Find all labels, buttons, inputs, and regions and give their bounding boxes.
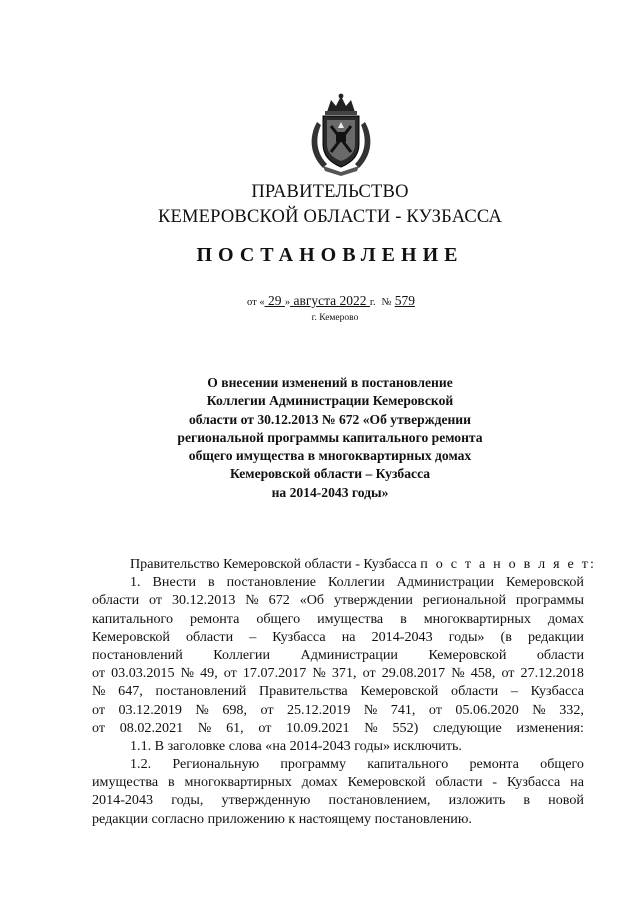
intro-decree: п о с т а н о в л я е т:	[420, 556, 597, 572]
word: от	[258, 719, 272, 736]
body-line	[92, 701, 584, 719]
heading-line: региональной программы капитального ремонта	[177, 429, 483, 445]
word: Коллегии	[213, 646, 271, 663]
body-line	[92, 719, 584, 737]
word: многоквартирных	[184, 774, 292, 791]
word: области	[451, 683, 499, 700]
heading-line: на 2014-2043 годы»	[271, 484, 389, 500]
word: от	[223, 665, 237, 682]
word: №	[364, 719, 378, 736]
word: постановлений	[92, 646, 183, 663]
word: №	[363, 701, 378, 718]
word: изменения:	[516, 719, 584, 736]
word: –	[510, 683, 518, 700]
document-number: 579	[394, 293, 415, 308]
word: утверждении	[334, 592, 413, 609]
heading-line: Коллегии Администрации Кемеровской	[206, 393, 454, 409]
word: Кемеровской	[92, 628, 170, 645]
word: общего	[256, 610, 301, 627]
word: Кемеровской	[428, 646, 507, 663]
word: Кузбасса	[506, 774, 561, 791]
document-type-title: ПОСТАНОВЛЕНИЕ	[196, 244, 464, 266]
word: от	[501, 665, 515, 682]
word: на	[570, 774, 584, 791]
word: 371,	[331, 665, 357, 682]
word: №	[195, 701, 209, 718]
word: 332,	[559, 701, 584, 718]
word: на	[341, 628, 356, 645]
word: Региональную	[172, 756, 260, 773]
word: годы,	[171, 792, 204, 809]
word: 05.06.2020	[455, 701, 519, 718]
word: Кузбасса	[272, 628, 326, 645]
word: Кузбасса	[530, 683, 584, 700]
word: изложить	[448, 792, 506, 809]
word: 17.07.2017	[242, 665, 307, 682]
word: имущества	[317, 610, 384, 627]
body-line	[92, 664, 584, 682]
word: №	[197, 719, 212, 736]
word: капитального	[92, 610, 174, 627]
word: Администрации	[300, 646, 398, 663]
word: области	[186, 628, 234, 645]
word: от	[260, 701, 274, 718]
coat-of-arms-emblem	[305, 92, 377, 176]
word: 03.03.2015	[111, 665, 175, 682]
body-line	[92, 773, 584, 791]
word: 49,	[200, 665, 218, 682]
word: утвержденную	[221, 792, 311, 809]
word: №	[245, 592, 259, 609]
org-name-line1: ПРАВИТЕЛЬСТВО	[251, 182, 409, 202]
word: №	[312, 665, 326, 682]
date-month-year: августа 2022	[293, 293, 367, 308]
word: 698,	[222, 701, 247, 718]
word: домах	[301, 774, 338, 791]
word: 30.12.2013	[171, 592, 236, 609]
org-name-line2: КЕМЕРОВСКОЙ ОБЛАСТИ - КУЗБАССА	[157, 207, 503, 227]
word: (в	[500, 628, 512, 645]
word: 458,	[470, 665, 496, 682]
word: ремонта	[469, 756, 519, 773]
word: 1.	[130, 574, 141, 591]
word: общего	[540, 756, 584, 773]
body-line	[92, 646, 584, 664]
word: программу	[280, 756, 346, 773]
word: новой	[548, 792, 584, 809]
body-line: 1.1. В заголовке слова «на 2014-2043 годы» исключить.	[130, 737, 462, 754]
word: в	[523, 792, 531, 809]
word: 647,	[118, 683, 143, 700]
intro-text: Правительство Кемеровской области - Кузбасса	[130, 556, 417, 572]
word: от	[149, 592, 163, 609]
document-date-line	[247, 293, 415, 309]
word: многоквартирных	[423, 610, 531, 627]
document-body	[92, 555, 597, 828]
date-prefix: от «	[247, 297, 265, 308]
word: редакции	[527, 628, 584, 645]
body-line	[92, 591, 584, 609]
word: Кемеровской	[360, 683, 439, 700]
word: программы	[515, 592, 584, 609]
body-intro	[92, 555, 597, 573]
word: постановление	[226, 574, 317, 591]
document-city: г. Кемерово	[311, 313, 359, 323]
word: Правительства	[259, 683, 348, 700]
word: годы»	[448, 628, 485, 645]
date-mid: »	[284, 297, 291, 308]
word: 61,	[226, 719, 244, 736]
body-line: редакции согласно приложению к настоящему постановлению.	[92, 810, 472, 827]
word: 672	[268, 592, 290, 609]
body-line	[92, 791, 584, 809]
body-line	[130, 755, 584, 773]
word: Кемеровской	[347, 774, 426, 791]
word: №	[92, 683, 106, 700]
word: постановлением,	[328, 792, 431, 809]
word: 08.02.2021	[119, 719, 184, 736]
heading-line: Кемеровской области – Кузбасса	[229, 466, 431, 482]
word: от	[92, 701, 106, 718]
word: от	[362, 665, 376, 682]
heading-line: О внесении изменений в постановление	[207, 375, 453, 390]
body-line	[92, 628, 584, 646]
word: от	[92, 719, 106, 736]
word: №	[451, 665, 465, 682]
body-line	[92, 682, 584, 700]
word: области	[92, 592, 140, 609]
word: «Об	[299, 592, 325, 609]
word: домах	[547, 610, 584, 627]
word: от	[428, 701, 442, 718]
word: Внести	[152, 574, 197, 591]
word: следующие	[433, 719, 502, 736]
word: имущества	[92, 774, 159, 791]
word: -	[492, 774, 498, 791]
word: 552)	[392, 719, 419, 736]
body-line	[130, 573, 584, 591]
word: Коллегии	[327, 574, 385, 591]
word: в	[207, 574, 215, 591]
date-suffix: г.	[369, 297, 376, 308]
body-line	[92, 610, 584, 628]
word: ремонта	[189, 610, 240, 627]
word: Администрации	[396, 574, 495, 591]
word: постановлений	[155, 683, 247, 700]
date-day: 29	[267, 293, 282, 308]
heading-line: общего имущества в многоквартирных домах	[188, 448, 472, 464]
word: области	[435, 774, 483, 791]
word: 29.08.2017	[381, 665, 446, 682]
word: 10.09.2021	[286, 719, 350, 736]
word: 2014-2043	[371, 628, 433, 645]
word: 2014-2043	[92, 792, 154, 809]
word: №	[180, 665, 195, 682]
word: области	[536, 646, 584, 663]
word: 1.2.	[130, 756, 152, 773]
word: в	[400, 610, 407, 627]
word: 741,	[390, 701, 416, 718]
word: региональной	[422, 592, 506, 609]
word: –	[249, 628, 257, 645]
word: в	[167, 774, 175, 791]
word: 27.12.2018	[520, 665, 584, 682]
word: 25.12.2019	[286, 701, 351, 718]
word: 03.12.2019	[118, 701, 182, 718]
heading-line: области от 30.12.2013 № 672 «Об утверждении	[189, 411, 471, 427]
number-prefix: №	[381, 297, 392, 308]
word: №	[532, 701, 546, 718]
word: Кемеровской	[506, 574, 584, 591]
word: капитального	[367, 756, 449, 773]
word: от	[92, 665, 106, 682]
document-heading	[0, 374, 640, 502]
